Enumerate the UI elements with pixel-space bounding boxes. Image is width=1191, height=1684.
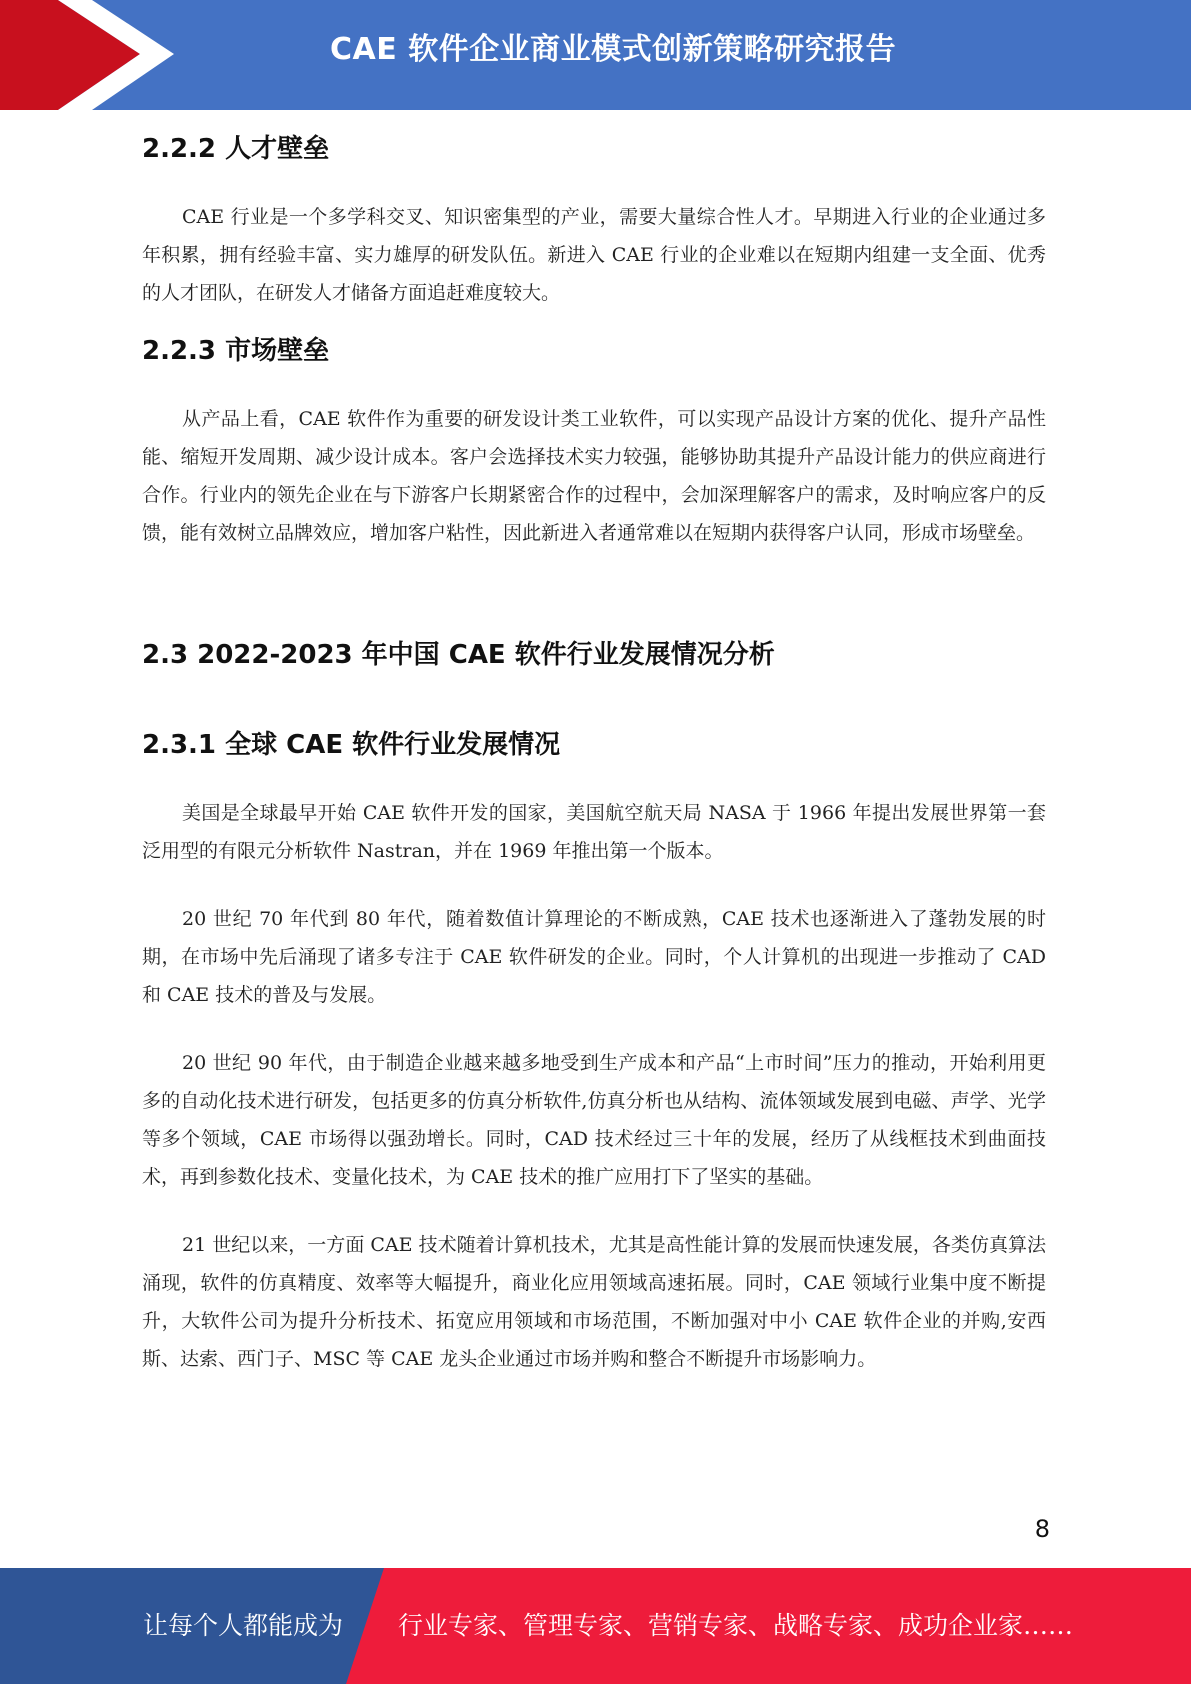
main-content <box>142 112 1046 1378</box>
paragraph: CAE 行业是一个多学科交叉、知识密集型的产业，需要大量综合性人才。早期进入行业的企业通过多年积累，拥有经验丰富、实力雄厚的研发队伍。新进入 CAE 行业的企业难以在短期内组建一支全面、优秀的人才团队，在研发人才储备方面追赶难度较大。 <box>142 206 1046 304</box>
section-heading-2-2-3: 2.2.3 市场壁垒 <box>142 336 330 366</box>
paragraph: 20 世纪 90 年代，由于制造企业越来越多地受到生产成本和产品“上市时间”压力的推动，开始利用更多的自动化技术进行研发，包括更多的仿真分析软件,仿真分析也从结构、流体领域发展到电磁、声学、光学等多个领域，CAE 市场得以强劲增长。同时，CAD 技术经过三十年的发展，经历了从线框技术到曲面技术，再到参数化技术、变量化技术，为 CAE 技术的推广应用打下了坚实的基础。 <box>142 1052 1046 1188</box>
section-heading-2-3-1: 2.3.1 全球 CAE 软件行业发展情况 <box>142 730 561 760</box>
footer-slogan-right: 行业专家、管理专家、营销专家、战略专家、成功企业家…… <box>398 1611 1074 1640</box>
paragraph: 21 世纪以来，一方面 CAE 技术随着计算机技术，尤其是高性能计算的发展而快速发展，各类仿真算法涌现，软件的仿真精度、效率等大幅提升，商业化应用领域高速拓展。同时，CAE 领域行业集中度不断提升，大软件公司为提升分析技术、拓宽应用领域和市场范围，不断加强对中小 CAE 软件企业的并购,安西斯、达索、西门子、MSC 等 CAE 龙头企业通过市场并购和整合不断提升市场影响力。 <box>142 1234 1046 1370</box>
page-footer <box>0 1568 1191 1684</box>
paragraph: 20 世纪 70 年代到 80 年代，随着数值计算理论的不断成熟，CAE 技术也逐渐进入了蓬勃发展的时期，在市场中先后涌现了诸多专注于 CAE 软件研发的企业。同时，个人计算机的出现进一步推动了 CAD 和 CAE 技术的普及与发展。 <box>142 908 1046 1006</box>
paragraph: 从产品上看，CAE 软件作为重要的研发设计类工业软件，可以实现产品设计方案的优化、提升产品性能、缩短开发周期、减少设计成本。客户会选择技术实力较强，能够协助其提升产品设计能力的供应商进行合作。行业内的领先企业在与下游客户长期紧密合作的过程中，会加深理解客户的需求，及时响应客户的反馈，能有效树立品牌效应，增加客户粘性，因此新进入者通常难以在短期内获得客户认同，形成市场壁垒。 <box>142 408 1046 544</box>
page-header <box>0 0 1191 110</box>
report-title: CAE 软件企业商业模式创新策略研究报告 <box>330 32 897 67</box>
footer-slogan-left: 让每个人都能成为 <box>143 1611 344 1640</box>
page-number: 8 <box>1034 1515 1050 1543</box>
paragraph: 美国是全球最早开始 CAE 软件开发的国家，美国航空航天局 NASA 于 1966 年提出发展世界第一套泛用型的有限元分析软件 Nastran，并在 1969 年推出第一个版本。 <box>142 802 1046 862</box>
section-heading-2-3: 2.3 2022-2023 年中国 CAE 软件行业发展情况分析 <box>142 640 775 670</box>
section-heading-2-2-2: 2.2.2 人才壁垒 <box>142 134 330 164</box>
